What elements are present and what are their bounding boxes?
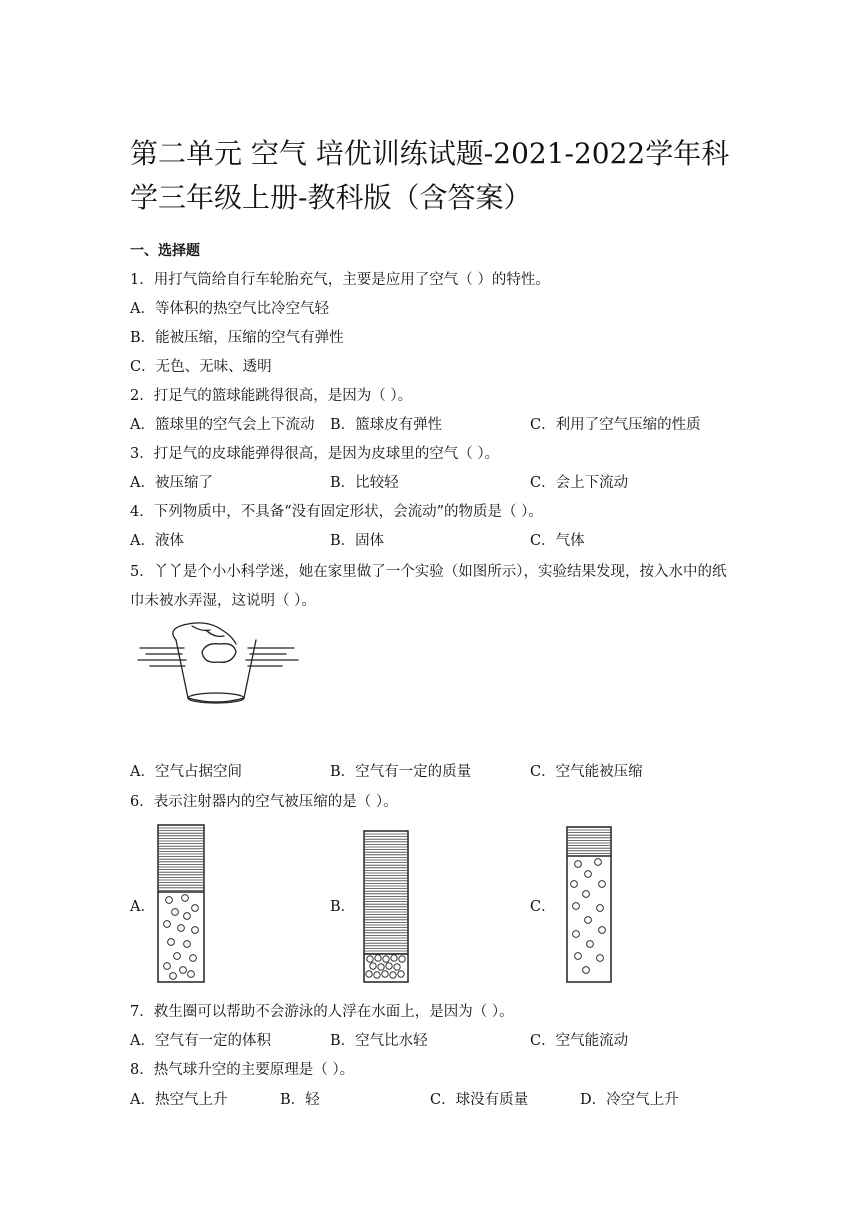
question-2-option-c: C．利用了空气压缩的性质 [530, 417, 701, 433]
question-6-option-c-label: C． [530, 899, 556, 915]
question-7-option-c: C．空气能流动 [530, 1033, 629, 1049]
question-4-option-b: B．固体 [330, 533, 385, 549]
question-3-option-b: B．比较轻 [330, 475, 399, 491]
question-3-option-c: C．会上下流动 [530, 475, 629, 491]
question-4-option-a: A．液体 [130, 533, 184, 549]
question-8-option-c: C．球没有质量 [430, 1092, 529, 1108]
question-4-option-c: C．气体 [530, 533, 585, 549]
question-6-option-b-label: B． [330, 899, 356, 915]
question-8-option-b: B．轻 [280, 1092, 320, 1108]
question-5-stem: 5．丫丫是个小小科学迷，她在家里做了一个实验（如图所示），实验结果发现，按入水中的纸巾未被水弄湿，这说明（ ）。 [130, 564, 727, 609]
question-6-option-a-label: A． [130, 899, 155, 915]
syringe-a-illustration [157, 824, 205, 984]
question-2-option-b: B．篮球皮有弹性 [330, 417, 443, 433]
syringe-c-illustration [566, 826, 612, 984]
cup-in-water-illustration [136, 618, 301, 710]
question-7-stem: 7．救生圈可以帮助不会游泳的人浮在水面上，是因为（ ）。 [130, 1004, 514, 1020]
question-2-option-a: A．篮球里的空气会上下流动 [130, 417, 315, 433]
question-1-stem: 1．用打气筒给自行车轮胎充气，主要是应用了空气（ ）的特性。 [130, 272, 550, 288]
syringe-b-illustration [363, 830, 409, 984]
question-5-option-b: B．空气有一定的质量 [330, 764, 472, 780]
question-7-option-b: B．空气比水轻 [330, 1033, 428, 1049]
question-1-option-a: A．等体积的热空气比冷空气轻 [130, 301, 329, 317]
question-3-stem: 3．打足气的皮球能弹得很高，是因为皮球里的空气（ ）。 [130, 446, 500, 462]
question-1-option-c: C．无色、无味、透明 [130, 359, 272, 375]
question-3-option-a: A．被压缩了 [130, 475, 213, 491]
question-8-option-a: A．热空气上升 [130, 1092, 228, 1108]
question-2-stem: 2．打足气的篮球能跳得很高，是因为（ ）。 [130, 388, 413, 404]
document-title: 第二单元 空气 培优训练试题-2021-2022学年科学三年级上册-教科版（含答案） [130, 137, 730, 214]
question-5-option-c: C．空气能被压缩 [530, 764, 643, 780]
question-6-stem: 6．表示注射器内的空气被压缩的是（ ）。 [130, 794, 398, 810]
question-8-stem: 8．热气球升空的主要原理是（ ）。 [130, 1062, 355, 1078]
question-8-option-d: D．冷空气上升 [580, 1092, 679, 1108]
question-7-option-a: A．空气有一定的体积 [130, 1033, 271, 1049]
question-5-option-a: A．空气占据空间 [130, 764, 242, 780]
question-1-option-b: B．能被压缩，压缩的空气有弹性 [130, 330, 344, 346]
section-heading: 一、选择题 [130, 243, 200, 259]
question-4-stem: 4．下列物质中，不具备“没有固定形状，会流动”的物质是（ ）。 [130, 504, 543, 520]
